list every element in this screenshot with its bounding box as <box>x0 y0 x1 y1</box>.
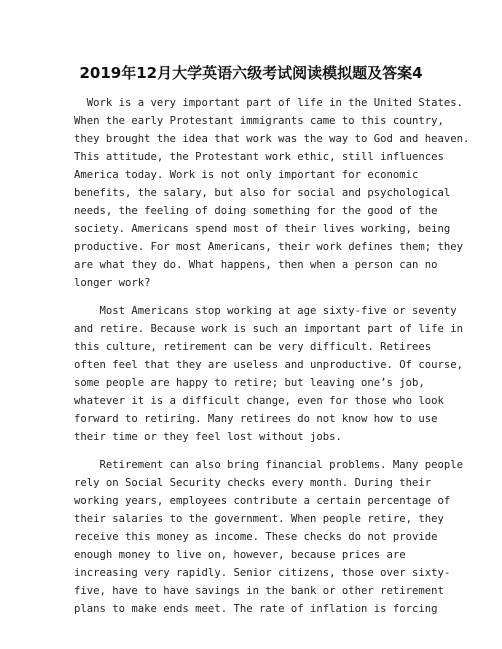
paragraph-line: When the early Protestant immigrants came to this country, <box>74 115 444 127</box>
paragraph-line: often feel that they are useless and unproductive. Of course, <box>74 359 464 371</box>
paragraph-line: receive this money as income. These checks do not provide <box>74 531 438 543</box>
article-body <box>74 94 470 628</box>
paragraph-line: productive. For most Americans, their work defines them; they <box>74 241 464 253</box>
paragraph <box>74 302 464 446</box>
paragraph <box>74 94 470 292</box>
paragraph-line: society. Americans spend most of their lives working, being <box>74 223 451 235</box>
paragraph-line: whatever it is a difficult change, even for those who look <box>74 395 444 407</box>
paragraph <box>74 456 464 618</box>
paragraph-line: enough money to live on, however, because prices are <box>74 549 406 561</box>
paragraph-line: Work is a very important part of life in the United States. <box>74 97 464 109</box>
paragraph-line: and retire. Because work is such an important part of life in <box>74 323 464 335</box>
paragraph-line: working years, employees contribute a certain percentage of <box>74 495 451 507</box>
paragraph-line: forward to retiring. Many retirees do not know how to use <box>74 413 438 425</box>
paragraph-line: Retirement can also bring financial problems. Many people <box>74 459 464 471</box>
document-title: 2019年12月大学英语六级考试阅读模拟题及答案4 <box>79 64 423 82</box>
paragraph-line: longer work? <box>74 277 151 289</box>
paragraph-line: This attitude, the Protestant work ethic, still influences <box>74 151 444 163</box>
paragraph-line: rely on Social Security checks every month. During their <box>74 477 432 489</box>
paragraph-line: some people are happy to retire; but leaving one’s job, <box>74 377 425 389</box>
paragraph-line: they brought the idea that work was the way to God and heaven. <box>74 133 470 145</box>
paragraph-line: their salaries to the government. When people retire, they <box>74 513 444 525</box>
paragraph-line: increasing very rapidly. Senior citizens, those over sixty- <box>74 567 451 579</box>
paragraph-line: their time or they feel lost without jobs. <box>74 431 342 443</box>
paragraph-line: benefits, the salary, but also for social and psychological <box>74 187 451 199</box>
paragraph-line: America today. Work is not only important for economic <box>74 169 419 181</box>
paragraph-line: Most Americans stop working at age sixty-five or seventy <box>74 305 457 317</box>
paragraph-line: five, have to have savings in the bank or other retirement <box>74 585 444 597</box>
paragraph-line: are what they do. What happens, then when a person can no <box>74 259 438 271</box>
paragraph-line: plans to make ends meet. The rate of inflation is forcing <box>74 603 438 615</box>
paragraph-line: this culture, retirement can be very difficult. Retirees <box>74 341 432 353</box>
paragraph-line: needs, the feeling of doing something for the good of the <box>74 205 438 217</box>
